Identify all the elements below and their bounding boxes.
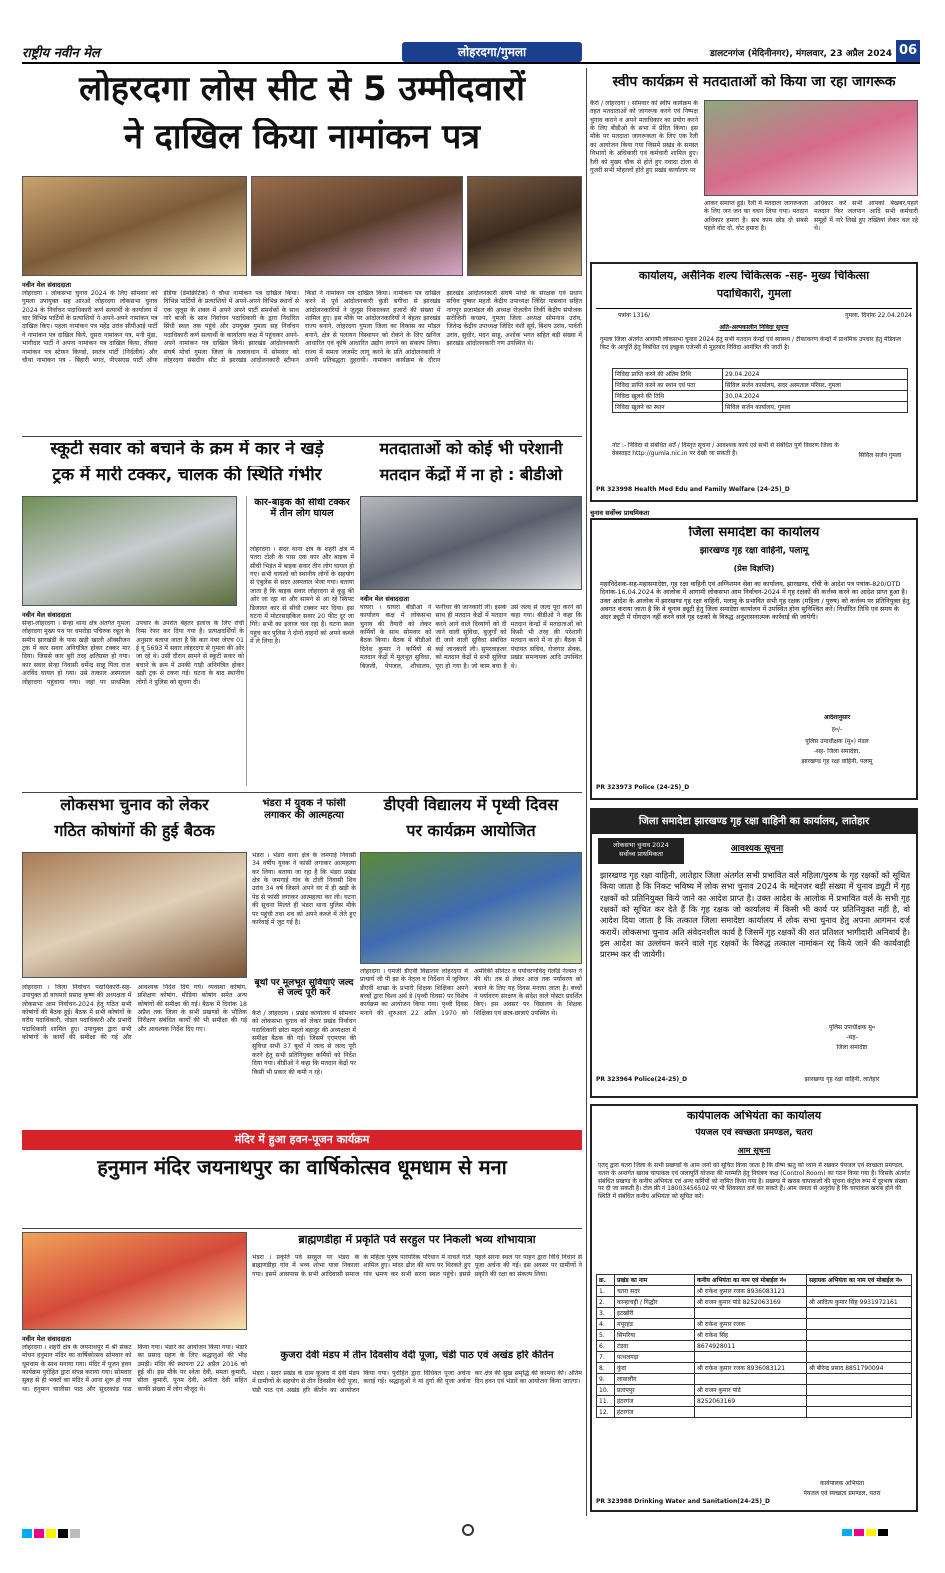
ad4-cell <box>807 1319 912 1330</box>
lok-body: लोहरदगा । जिला निर्वाचन पदाधिकारी-सह-उपायुक्त डॉ वाघमारे प्रसाद कृष्ण की अध्यक्षता में लोकसभा आम निर्वाचन-2024 हेतु गठित सभी कोषांगों की बैठक हुई। बैठक में सभी कोषांगों के वरीय पदाधिकारी, नोडल पदाधिकारी और प्रभारी पदाधिकारी शामिल हुए। उपायुक्त द्वारा सभी कोषांगों के कार्यों की समीक्षा की गई और आवश्यक निर्देश दिये गये। व्यवस्था कोषांग, प्रशिक्षण कोषांग, मीडिया कोषांग समेत अन्य कोषांगों की समीक्षा की गई। बैठक में दिनांक 18 अप्रैल तक जिला के सभी प्रखण्डों के भौतिक निरीक्षण संबंधित कार्यों की भी समीक्षा की गई और आवश्यक निर्देश दिए गए। <box>22 984 247 1042</box>
ad4-head-cell: सहायक अभियंता का नाम एवं मोबाईल नं० <box>807 1275 912 1286</box>
water-notice-chatra <box>590 1104 918 1512</box>
ad3-title: जिला समादेष्टा झारखण्ड गृह रक्षा वाहिनी का कार्यालय, लातेहार <box>592 810 916 834</box>
ad4-cell <box>807 1330 912 1341</box>
tender-notice-gumla <box>590 262 918 502</box>
ad4-subtitle: आम सूचना <box>737 1146 771 1155</box>
page-number: 06 <box>896 40 920 62</box>
scooty-headline-1: स्कूटी सवार को बचाने के क्रम में कार ने खड़े <box>50 440 324 459</box>
table-row <box>613 369 908 380</box>
scooty-side-rule <box>246 496 247 786</box>
dav-body: लोहरदगा । एमजी डीएवी विद्यालय लोहरदगा में प्राचार्य जी पी झा के नेतृत्व व निर्देशन में जूनियर डीएवी शाखा के प्रभारी शिक्षक शिक्षिका अपने बच्चों द्वारा विश्व अर्थ डे (पृथ्वी दिवस) पर विशेष कार्यक्रम का आयोजन किया गया। पृथ्वी दिवस मनाने की शुरुआत 22 अप्रैल 1970 को अमेरिकी सीनेटर व पर्यावरणविद् गेलॉर्ड नेल्सन ने की थी। तब से लेकर आज तक पर्यावरण को बचाने के लिए यह दिवस मनाया जाता है। बच्चों ने पर्यावरण संरक्षण के संदेश वाले पोस्टर प्रदर्शित किए। इस अवसर पर विद्यालय के शिक्षक शिक्षिका एवं छात्र-छात्राएं उपस्थित थे। <box>360 968 582 1017</box>
yellow-swatch <box>46 1529 56 1538</box>
sweep-photo <box>704 100 918 196</box>
ad4-cell: मयूरहंड <box>615 1319 695 1330</box>
crash-headline: कार-बाइक की सीधी टक्कर में तीन लोग घायल <box>254 498 350 519</box>
scooty-body: सेन्हा-लोहरदगा । सेन्हा थाना क्षेत्र अंतर्गत गुमला लोहरदगा मुख्य पथ पर धमरोड़ा पचिरुक रबूल के समीप झारखंडी के पास खड़ी खाली ऑक्सीजन ट्रक में कार सवार अनियंत्रित होकर टक्कर मार दिया। जिससे कार बुरी तरह क्षतिग्रस्त हो गया। कार सवार सेन्हा निवासी धर्मेन्द्र साहू पिता राज अरविंद घायल हो गया। उसे तत्काल अस्पताल लोहरदगा पहुंचाया गया। जहां पर प्राथमिक उपचार के उपरांत बेहतर इलाज के लिए रांची रिम्स रेफर कर दिया गया है। प्रत्यक्षदर्शियों के अनुसार बताया जाता है कि कार नंबर जेएच 01 ई यू 5693 में सवार लोहरदगा से गुमला की ओर जा रहे थे। उसी दौरान सामने से स्कूटी सवार को बचाने के क्रम में उनकी गाड़ी अनियंत्रित होकर खड़ी ट्रक से टकरा गई। घटना के बाद स्थानीय लोगों ने पुलिस को सूचना दी। <box>22 620 244 686</box>
ad3-tag-line-2: सर्वोच्च प्राथमिकता <box>619 850 663 858</box>
ad1-cell: 30.04.2024 <box>723 391 908 402</box>
voters-headline-2: मतदान केंद्रों में ना हो : बीडीओ <box>379 466 563 484</box>
ad1-title-1: कार्यालय, असैनिक शल्य चिकित्सक -सह- मुख्य चिकित्सा <box>638 270 870 282</box>
ad3-subtitle: आवश्यक सूचना <box>730 844 784 854</box>
ad2-tag: चुनाव सर्वोच्च प्राथमिकता <box>590 509 650 517</box>
ad1-pr: PR 323998 Health Med Edu and Family Welfare (24-25)_D <box>596 486 790 493</box>
voters-headline-1: मतदाताओं को कोई भी परेशानी <box>379 440 563 458</box>
kujra-headline: कुजरा देवी मंडप में तीन दिवसीय वेदी पूजा, चंडी पाठ एवं अखंड हरि कीर्तन <box>280 1350 554 1361</box>
ad4-cell <box>695 1374 807 1385</box>
ad3-body: झारखण्ड गृह रक्षा वाहिनी, लातेहार जिला अंतर्गत सभी प्रभावित वर्ल महिला/पुरुष के गृह रक्षकों को सूचित किया जाता है कि निकट भविष्य में लोक सभा चुनाव 2024 के मद्देनजर बड़ी संख्या में चुनाव ड्यूटी में गृह रक्षकों को प्रतिनियुक्त किये जाने का आदेश प्राप्त है। उक्त आदेश के आलोक में प्रभावित वर्ल के सभी गृह रक्षकों को सूचित कर देते हैं कि गृह रक्षक जो कार्यालय में किसी भी कार्य पर प्रतिनियुक्त नहीं है, वो आदेश दिया जाता है कि तत्काल जिला समादेष्टा कार्यालय में लोक सभा चुनाव हेतु अपना आगमन दर्ज करायें। लोकसभा चुनाव अति संवेदनशील कार्य है जिसमें गृह रक्षकों की शत प्रतिशत भागीदारी अनिवार्य है। इस आदेश का उल्लंघन करने वाले गृह रक्षकों के विरुद्ध तत्काल नामांकन रद्द किये जाने की कार्यवाही प्रारम्भ कर दी जायेगी। <box>600 870 910 960</box>
table-row <box>597 1286 912 1297</box>
ad4-cell: टंडवा <box>615 1341 695 1352</box>
table-row <box>613 402 908 413</box>
table-row <box>597 1341 912 1352</box>
ad2-sign-name: ह०/- <box>831 726 843 733</box>
voters-body: घाघरा । घाघरा बीडीओ ने कार्यालय कक्ष में लोकसभा चुनाव की तैयारी को लेकर कर्मियों के साथ सोमवार को बैठक किया। बैठक में बीडीओ दिनेश कुमार ने कर्मियों से मतदान केंद्रों में मूलभूत सुविधा, बिजली, पेयजल, शौचालय, फर्नीचर की जानकारी ली। इसके साथ ही मतदान केंद्रों में मतदान करने आने वाले दिव्यांगों को दी जाने वाली सुविधा, बुजुर्गों को दी जाने वाली सुविधा संबंधित कई जानकारी ली। सुपरवाइजर को मतदान केंद्रों में सभी सुविधा पूरा हो गया है। जो काम बचा है उसे जल्द से जल्द पूरा करने को कहा गया। बीडीओ ने कहा कि मतदान केन्द्रों में मतदाताओं को किसी भी तरह की परेशानी मतदान करने में ना हो। बैठक में पंचायत सचिव, रोजगार सेवक, प्रखंड समन्वयक आदि उपस्थित थे। <box>360 604 582 670</box>
sweep-body-3: अधिकार करें सभी आपको बेखबर,पहले मतदान फिर जलपान आदि सभी कर्मचारी समूहों में नारे लिखे हुए तख्तियां लेकर चल रहे थे। <box>814 200 918 233</box>
scooty-photo <box>22 496 237 606</box>
ad4-cell: श्री राकेश कुमार रजक <box>695 1319 807 1330</box>
ad4-cell: 8. <box>597 1363 615 1374</box>
ad3-priority-tag <box>598 838 684 864</box>
ad1-cell: निविदा प्राप्ति करने की अंतिम तिथि <box>613 369 723 380</box>
hang-body: भंडरा । भंडरा थाना क्षेत्र के जमगाई निवासी 34 वर्षीय युवक ने फांसी लगाकर आत्महत्या कर लिया। बताया जा रहा है कि भंडरा प्रखंड क्षेत्र के जमगाई गांव के टोली निवासी शिव उरांव 34 वर्ष जिसने अपने घर में ही खड़ी के पेड़ से फांसी लगाकर आत्महत्या कर ली। घटना की सूचना मिलते ही भंडरा थाना पुलिस मौके पर पहुंची तथा शव को अपने कब्जे में लेते हुए कार्रवाई में जुट गई है। <box>252 852 356 926</box>
ad4-cell <box>807 1385 912 1396</box>
lead-photo-3 <box>467 176 582 276</box>
ad4-sign-2: पेयजल एवं स्वच्छता प्रमण्डल, चतरा <box>803 1490 881 1497</box>
sarhul-body: भंडरा । प्रकृति पर्व सरहुल पर भंडरा के ब्राह्मणडीहा गांव में भव्य शोभा यात्रा निकाला गया। इसमें आसपास के सभी आदिवासी समाज के महिला पुरुष पारंपरिक परिधान में नाचते गाते शामिल हुए। मांदर ढोल की थाप पर थिरकते हुए गांव भ्रमण कर सभी सरना स्थल पहुंचे। इससे पहले सरना स्थल पर पाहन द्वारा विधि विधान से पूजा अर्चना की गई। इस अवसर पर ग्रामीणों ने प्रकृति की रक्षा का संकल्प लिया। <box>252 1254 582 1278</box>
ad4-cell: श्री राजन कुमार पांडे 8252063169 <box>695 1297 807 1308</box>
ad4-cell: 1. <box>597 1286 615 1297</box>
ad1-subtitle: अति-अल्पकालीन निविदा सूचना <box>719 324 789 331</box>
ad4-cell: 9. <box>597 1374 615 1385</box>
yellow-swatch <box>866 1529 876 1536</box>
ad2-body: महानिदेशक-सह-महासमादेष्टा, गृह रक्षा वाहिनी एवं अग्निशमन सेवा का कार्यालय, झारखण्ड, राँची के आदेश पत्र पत्रांक-820/OTD दिनांक-16.04.2024 के आलोक में आगामी लोकसभा आम निर्वाचन-2024 में गृह रक्षकों की कर्त्तव्य करने का आदेश प्राप्त हुआ है। उक्त आदेश के आलोक में झारखण्ड गृह रक्षा वाहिनी, पलामू के प्रभावित सभी गृह रक्षक (महिला / पुरुष) को कर्त्तव्य पर प्रतिनियुक्त हेतु अवगत कराया जाता है कि वे चुनाव ड्यूटी हेतु जिला समादेष्टा कार्यालय में उपस्थित होना सुनिश्चित करें। निर्धारित तिथि एवं समय के अंदर ड्यूटी में योगदान नहीं करने वाले गृह रक्षकों के विरुद्ध अनुशासनात्मक कार्रवाई की जायेगी। <box>600 580 910 622</box>
ad3-sign-1: पुलिस उपाधीक्षक मु० <box>828 1024 875 1031</box>
dav-photo <box>360 852 582 964</box>
magenta-swatch <box>34 1529 44 1538</box>
ad4-cell: सिमरिया <box>615 1330 695 1341</box>
kujra-body: भंडरा । सदर प्रखंड के ग्राम कुजरा में देवी मंडप में ग्रामीणों के सहयोग से तीन दिवसीय वेदी पूजा, चंडी पाठ एवं अखंड हरि कीर्तन का आयोजन किया गया। पुरोहित द्वारा विधिवत पूजा अर्चना कराई गई। श्रद्धालुओं ने मां दुर्गा की पूजा अर्चना कर क्षेत्र की सुख समृद्धि की कामना की। अंतिम दिन हवन एवं भंडारे का आयोजन किया जाएगा। <box>252 1370 582 1394</box>
ad1-intro: गुमला जिला अंतर्गत आगामी लोकसभा चुनाव 2024 हेतु सभी मतदान केन्द्रों एवं स्वास्थ्य / टीकाकरण केन्द्रों में प्राथमिक उपचार हेतु मेडिकल किट के आपूर्ति हेतु निबंधित एवं इच्छुक एजेन्सी से मुहरबंद निविदा आमंत्रित की जाती है। <box>600 336 901 351</box>
ad4-title-1: कार्यपालक अभियंता का कार्यालय <box>686 1110 822 1122</box>
ad2-sign-line-2: -सह- जिला समादेष्टा, <box>813 748 861 755</box>
ad4-cell: 6. <box>597 1341 615 1352</box>
ad4-cell: 8674928011 <box>695 1341 807 1352</box>
scooty-byline: नवीन मेल संवाददाता <box>22 611 71 619</box>
lok-headline-2: गठित कोषांगों की हुई बैठक <box>54 822 215 840</box>
booth-body: कैरो / लोहरदगा । प्रखंड कार्यालय में सोमवार को लोकसभा चुनाव को लेकर प्रखंड निर्वाचन पदाधिकारी छोटा महतो बहादुर की अध्यक्षता में समीक्षा बैठक की गई। जिसमें एएमएफ की सुविधा सभी 37 बूथों में जल्द से जल्द पूरी करने हेतु सभी प्रतिनियुक्त कर्मियों को निर्देश दिया गया। बीडीओ ने कहा कि मतदान केंद्रों पर किसी भी प्रकार की कमी न रहे। <box>252 1010 356 1076</box>
ad4-cell: श्री राकेश कुमार रजक 8936083121 <box>695 1286 807 1297</box>
ad4-cell: प्रतापपुर <box>615 1385 695 1396</box>
ad4-cell <box>807 1308 912 1319</box>
ad1-cell: निविदा प्राप्ति करने का स्थान एवं पता <box>613 380 723 391</box>
ad1-cell: निविदा खुलने की तिथि <box>613 391 723 402</box>
ad4-cell: 5. <box>597 1330 615 1341</box>
ad4-cell: 10. <box>597 1385 615 1396</box>
ad1-title-2: पदाधिकारी, गुमला <box>716 288 792 300</box>
lead-headline-1: लोहरदगा लोस सीट से 5 उम्मीदवारों <box>79 70 525 109</box>
table-row <box>613 391 908 402</box>
ad2-press: (प्रेस विज्ञप्ति) <box>733 564 775 573</box>
ad4-cell <box>807 1286 912 1297</box>
booth-headline: बूथों पर मूलभूत सुविधाएं जल्द से जल्द पूरी करें <box>254 978 354 999</box>
ad1-rule <box>596 308 912 309</box>
voters-byline: नवीन मेल संवाददाता <box>360 595 409 603</box>
ad2-pr: PR 323973 Police (24-25)_D <box>596 784 690 791</box>
section-label: लोहरदगा/गुमला <box>402 42 582 62</box>
ad4-cell <box>695 1352 807 1363</box>
sweep-body-2: आकर समाप्त हुई। रैली में मतदाता जागरूकता के लिए जन जन का वचन लिया गया। मतदान अधिकार हमारा है। सब काम छोड़ दो सबसे पहले वोट दो, वोट हमारा है। <box>704 200 808 233</box>
register-mark <box>462 1524 474 1536</box>
ad4-cell: श्री राकेश कुमार रजक 8936083121 <box>695 1363 807 1374</box>
ad4-cell <box>695 1407 807 1418</box>
ad2-sign-line-1: पुलिस उपाधीक्षक (मु०) मंडल <box>805 738 869 745</box>
ad1-date: गुमला, दिनांक 22.04.2024 <box>845 312 912 319</box>
ad1-cell: सिविल सर्जन कार्यालय, गुमला <box>723 402 908 413</box>
ad4-cell <box>807 1407 912 1418</box>
ad4-pr: PR 323988 Drinking Water and Sanitation(24-25)_D <box>596 1498 770 1505</box>
ad1-table <box>612 368 908 413</box>
ad4-head-cell: प्रखंड का नाम <box>615 1275 695 1286</box>
gray-swatch <box>70 1529 80 1538</box>
ad4-cell: 12. <box>597 1407 615 1418</box>
table-row <box>597 1352 912 1363</box>
color-swatches-right <box>842 1524 920 1536</box>
ad1-ref: पत्रांक 1316/ <box>618 312 651 319</box>
ad4-cell <box>807 1341 912 1352</box>
ad2-title: जिला समादेष्टा का कार्यालय <box>688 526 820 540</box>
ad4-cell: 4. <box>597 1319 615 1330</box>
voters-photo <box>360 496 582 590</box>
ad3-sign-4: झारखण्ड गृह रक्षा वाहिनी, लातेहार <box>804 1076 880 1083</box>
hang-headline: भंडरा में युवक ने फांसी लगाकर की आत्महत्या <box>262 798 346 821</box>
ad4-cell: 8252063169 <box>695 1396 807 1407</box>
ad1-note: नोट :- निविदा से संबंधित शर्तें / विस्तृत सूचना / आवश्यक कार्य एवं सभी से संबंधित पूर्ण विवरण जिला के वेबसाइट http://gumla.nic.in पर देखी जा सकती है। <box>612 442 839 457</box>
ad4-table-header <box>597 1275 912 1286</box>
black-swatch <box>58 1529 68 1538</box>
paper-name: राष्ट्रीय नवीन मेल <box>22 46 100 61</box>
ad4-cell <box>807 1352 912 1363</box>
ad4-cell: 2. <box>597 1297 615 1308</box>
ad3-sign-3: जिला समादेष्टा <box>836 1044 868 1051</box>
lead-photo-1 <box>22 176 247 276</box>
ad4-cell: श्री राकेश सिंह <box>695 1330 807 1341</box>
table-row <box>613 380 908 391</box>
sweep-body-1: कैरो / लोहरदगा । सोमवार को स्वीप कार्यक्रम के तहत मतदाताओं को जागरूक करने एवं निष्पक्ष चुनाव कराने व अपने मताधिकार का प्रयोग करने के लिए बीडीओ के सभा में प्रेरित किया। इस मौके पर मतदाता जागरूकता के लिए एक रैली का आयोजन किया गया जिसमें प्रखंड के समस्त विभागों के अधिकारी एवं कर्मचारी शामिल हुए। रैली को मुख्य चौक से होते हुए नवादा टोला से गुजरी सभी मोहल्लों होते हुए प्रखंड कार्यालय पर <box>590 100 698 174</box>
ad3-tag-line-1: लोकसभा चुनाव 2024 <box>613 841 669 849</box>
lok-photo <box>22 852 247 978</box>
ad4-cell: 7. <box>597 1352 615 1363</box>
lok-headline-1: लोकसभा चुनाव को लेकर <box>60 796 209 814</box>
home-guard-notice-palamu <box>590 518 918 800</box>
dav-headline-1: डीएवी विद्यालय में पृथ्वी दिवस <box>383 796 559 814</box>
table-row <box>597 1308 912 1319</box>
dav-headline-2: पर कार्यक्रम आयोजित <box>406 822 536 840</box>
ad4-title-2: पेयजल एवं स्वच्छता प्रमण्डल, चतरा <box>695 1128 813 1138</box>
table-row <box>597 1319 912 1330</box>
ad4-head-cell: कनीय अभियंता का नाम एवं मोबाईल नं० <box>695 1275 807 1286</box>
ad4-cell: कान्हाचट्टी / गिद्धौर <box>615 1297 695 1308</box>
ad4-cell: चतरा सदर <box>615 1286 695 1297</box>
ad2-subtitle: झारखण्ड गृह रक्षा वाहिनी, पलामू <box>699 546 809 556</box>
ad4-head-cell: क्र. <box>597 1275 615 1286</box>
ad1-sign: सिविल सर्जन गुमला <box>858 452 902 459</box>
table-row <box>597 1374 912 1385</box>
home-guard-notice-latehar <box>590 808 918 1098</box>
black-swatch <box>878 1529 888 1536</box>
sweep-headline: स्वीप कार्यक्रम से मतदाताओं को किया जा रहा जागरूक <box>612 74 896 90</box>
lead-headline-2: ने दाखिल किया नामांकन पत्र <box>123 118 481 157</box>
sarhul-headline: ब्राह्मणडीहा में प्रकृति पर्व सरहुल पर निकली भव्य शोभायात्रा <box>298 1234 536 1246</box>
table-row <box>597 1396 912 1407</box>
ad4-cell <box>695 1308 807 1319</box>
lead-body: लोहरदगा । लोकसभा चुनाव 2024 के लिए सोमवार को गुमला उपायुक्त सह आरओ लोहरदगा लोकसभा चुनाव 2024 के निर्वाचन पदाधिकारी कर्ण सत्यार्थी के कार्यालय में चार विभिन्न पार्टियों के प्रत्याशियों ने अपने-अपने नामांकन पत्र दाखिल किए। पहला नामांकन पत्र महेंद्र उरांव सीपीआई पार्टी ने नामांकन पत्र दाखिल किये, दूसरा नामांकन पत्र, मनी मुंडा, भागीदार पार्टी ने अपना नामांकन पत्र दाखिल किया, तीसरा नामांकन पत्र स्टेफन किण्डो, स्वतंत्र पार्टी (निर्दलीय) और चौथा नामांकन पत्र - बिहारी भगत, पीएसएस पार्टी ऑफ इंडिया (डेमोक्रेटिक) ने चौथा नामांकन पत्र दाखिल किया। विभिन्न पार्टियों के प्रत्याशियों में अपने-अपने विभिन्न स्थानों से एक जुलूस के शक्ल में अपने अपने पार्टी समर्थकों के साथ नारे बाजी के साथ निर्वाचन पदाधिकारी के द्वारा निर्धारित सिंधी स्थल तक पहुंचे और उपयुक्त गुमला सह निर्वाचन पदाधिकारी कर्ण सत्यार्थी के कार्यालय कक्ष में पहुंचकर अपने-अपने नामांकन पत्र दाखिल किये। झारखंड आंदोलनकारी संघर्ष मोर्चा गुमला जिला के तत्वावधान में सोमवार को लोहरदगा संसदीय सीट से झारखंड आंदोलनकारी स्टीफन किंडो ने नामांकन पत्र दाखिल किया। नामांकन पत्र दाखिल करने से पूर्व आंदोलनकारी कुंडी बगीचा से झारखंड आंदोलनकारियों ने जुलूस निकालकर हजारों की संख्या में शामिल हुए। इस मौके पर आंदोलनकारियों ने बेहतर झारखंड राज्य बनाने, लोहरदगा गुमला जिला का विकास का मॉडल बनाने, क्षेत्र से पलायन विस्थापन को रोकने के लिए खनिज आधारित एवं कृषि आधारित उद्योग लगाने का संकल्प लिया। राज्य में समता जजमेंट लागू करने के प्रति आंदोलनकारी ने अपनी प्रतिबद्धता दुहरायी। नामांकन कार्यक्रम के दौरान झारखंड आंदोलनकारी संघर्ष मोर्चा के संरक्षक एवं प्रधान सचिव पुष्कर महतो केंद्रीय उपाध्यक्ष जिंदिर पासवान सहित नागपुर प्रजामंडल की अध्यक्ष रोज़लीन तिर्की केंद्रीय संयोजक सरोजिनी कच्छप, गुमला जिला अध्यक्ष सोमनाथ उरांव, जितेन्द्र केंद्रीय उपाध्यक्ष जिंदिर वंशी सूर्य, बिशप उरांव, पार्वती उरांव, सुधीर, मदन साहू, अशोक भगत सहित बड़ी संख्या में झारखंड आंदोलनकारी गण उपस्थित थे। <box>22 290 582 364</box>
ad4-cell: इटखोरी <box>615 1308 695 1319</box>
table-row <box>597 1297 912 1308</box>
ad1-cell: 29.04.2024 <box>723 369 908 380</box>
table-row <box>597 1363 912 1374</box>
crash-body: लोहरदगा । सदर थाना क्षेत्र के शहरी क्षेत्र में पतरा टोली के पास एक कार और बाइक में सीधी भिड़ंत में बाइक सवार तीन लोग घायल हो गए। सभी घायलों को स्थानीय लोगों के सहयोग से एंबुलेंस से सदर अस्पताल भेजा गया। बताया जाता है कि बाइक सवार लोहरदगा से कुडू की ओर जा रहा था और सामने से आ रहे स्विफ्ट डिजायर कार से सीधी टक्कर मार दिया। इस घटना में मोटरसाइकिल सवार 20 फीट दूर जा गिरे। सभी का इलाज चल रहा है। घटना स्थल पहुंच कर पुलिस ने दोनों वाहनों को अपने कब्जे में ले लिया है। <box>250 546 354 645</box>
lead-photo-2 <box>251 176 463 276</box>
ad4-cell <box>807 1396 912 1407</box>
ad4-cell <box>807 1374 912 1385</box>
cyan-swatch <box>842 1529 852 1536</box>
temple-body: लोहरदगा । शहरी क्षेत्र के जयनाथपुर में श्री संकट मोचन हनुमान मंदिर का वार्षिकोत्सव सोमवार को धूमधाम के साथ मनाया गया। मंदिर में पूजन हवन कार्यक्रम पुरोहित द्वारा संपन्न कराया गया। सोमवार सुबह से ही भक्तों का मंदिर में आना शुरू हो गया था। हनुमान चालीसा पाठ और सुंदरकांड पाठ किया गया। भंडारे का आयोजन किया गया। भंडारे का प्रसाद ग्रहण के लिए श्रद्धालुओं की भीड़ उमड़ी। मंदिर की स्थापना 22 अप्रैल 2016 को हुई थी। इस मौके पर श्वेता देवी, ममता कुमारी, सीता कुमारी, पूनम देवी, अनीता देवी सहित काफी संख्या में लोग मौजूद थे। <box>22 1344 247 1393</box>
scooty-headline-2: ट्रक में मारी टक्कर, चालक की स्थिति गंभीर <box>52 466 322 485</box>
temple-byline: नवीन मेल संवाददाता <box>22 1335 71 1343</box>
magenta-swatch <box>854 1529 864 1536</box>
ad4-sign-1: कार्यपालक अभियंता <box>820 1480 864 1487</box>
table-row <box>597 1385 912 1396</box>
ad2-sign-line-3: झारखण्ड गृह रक्षा वाहिनी, पलामू <box>801 758 873 765</box>
temple-bar: मंदिर में हुआ हवन-पूजन कार्यक्रम <box>22 1130 582 1150</box>
ad1-cell: सिविल सर्जन कार्यालय, सदर अस्पताल परिसर, गुमला <box>723 380 908 391</box>
ad4-body: एतद् द्वारा चतरा जिला के सभी प्रखण्डों के आम जनों को सूचित किया जाता है कि ग्रीष्म ऋतु को ध्यान में रखकर पेयजल एवं स्वच्छता प्रमण्डल, चतरा के अन्तर्गत खराब चापाकल एवं जलापूर्ति योजना की मरम्मति हेतु नियंत्रण कक्ष (Control Room) का गठन किया गया है। जिसके अंतर्गत संबंधित प्रखण्ड के कनीय अभियंता एवं अन्य कर्मियों को नामित किया गया है। प्रखण्ड में खराब चापाकलों की सूचना कंट्रोल रूम में दूरभाष संख्या पर दी जा सकती है। टोल फ्री नं 18003456502 पर भी शिकायत दर्ज कर सकते हैं। आम जनता से अनुरोध है कि चापाकल खराब होने की स्थिति में संबंधित कनीय अभियंता को सूचित करें। <box>598 1162 910 1201</box>
ad3-sign-2: -सह- <box>846 1034 858 1041</box>
lead-byline: नवीन मेल संवाददाता <box>22 281 71 289</box>
ad4-cell: लावालौंग <box>615 1374 695 1385</box>
ad4-cell: हंटरगंज <box>615 1396 695 1407</box>
ad2-sign-title: आदेशानुसार <box>823 714 851 721</box>
ad3-pr: PR 323964 Police(24-25)_D <box>596 1076 688 1083</box>
temple-headline: हनुमान मंदिर जयनाथपुर का वार्षिकोत्सव धूमधाम से मना <box>97 1156 507 1179</box>
print-color-bar <box>22 1524 920 1538</box>
ad4-cell: श्री आदित्य कुमार सिंह 9931972161 <box>807 1297 912 1308</box>
ad4-cell: 11. <box>597 1396 615 1407</box>
table-row <box>597 1330 912 1341</box>
ad4-cell: 3. <box>597 1308 615 1319</box>
ad4-cell: कुंदा <box>615 1363 695 1374</box>
ad4-table <box>596 1274 912 1418</box>
ad4-cell: श्री राजन कुमार पांडे <box>695 1385 807 1396</box>
ad4-cell: पत्थलगड़ा <box>615 1352 695 1363</box>
dateline: डालटनगंज (मेदिनीनगर), मंगलवार, 23 अप्रैल 2024 <box>709 49 892 59</box>
table-row <box>597 1407 912 1418</box>
cyan-swatch <box>22 1529 32 1538</box>
ad4-cell: श्री बीरेन्द्र प्रसाद 8851790094 <box>807 1363 912 1374</box>
column-rule <box>586 68 587 1516</box>
temple-photo <box>22 1232 247 1330</box>
masthead <box>22 40 920 64</box>
section-rule <box>22 436 582 437</box>
section-rule <box>22 792 582 793</box>
ad4-cell: हंटरगंज <box>615 1407 695 1418</box>
section-rule <box>22 1228 582 1229</box>
ad1-cell: निविदा खुलने का स्थान <box>613 402 723 413</box>
